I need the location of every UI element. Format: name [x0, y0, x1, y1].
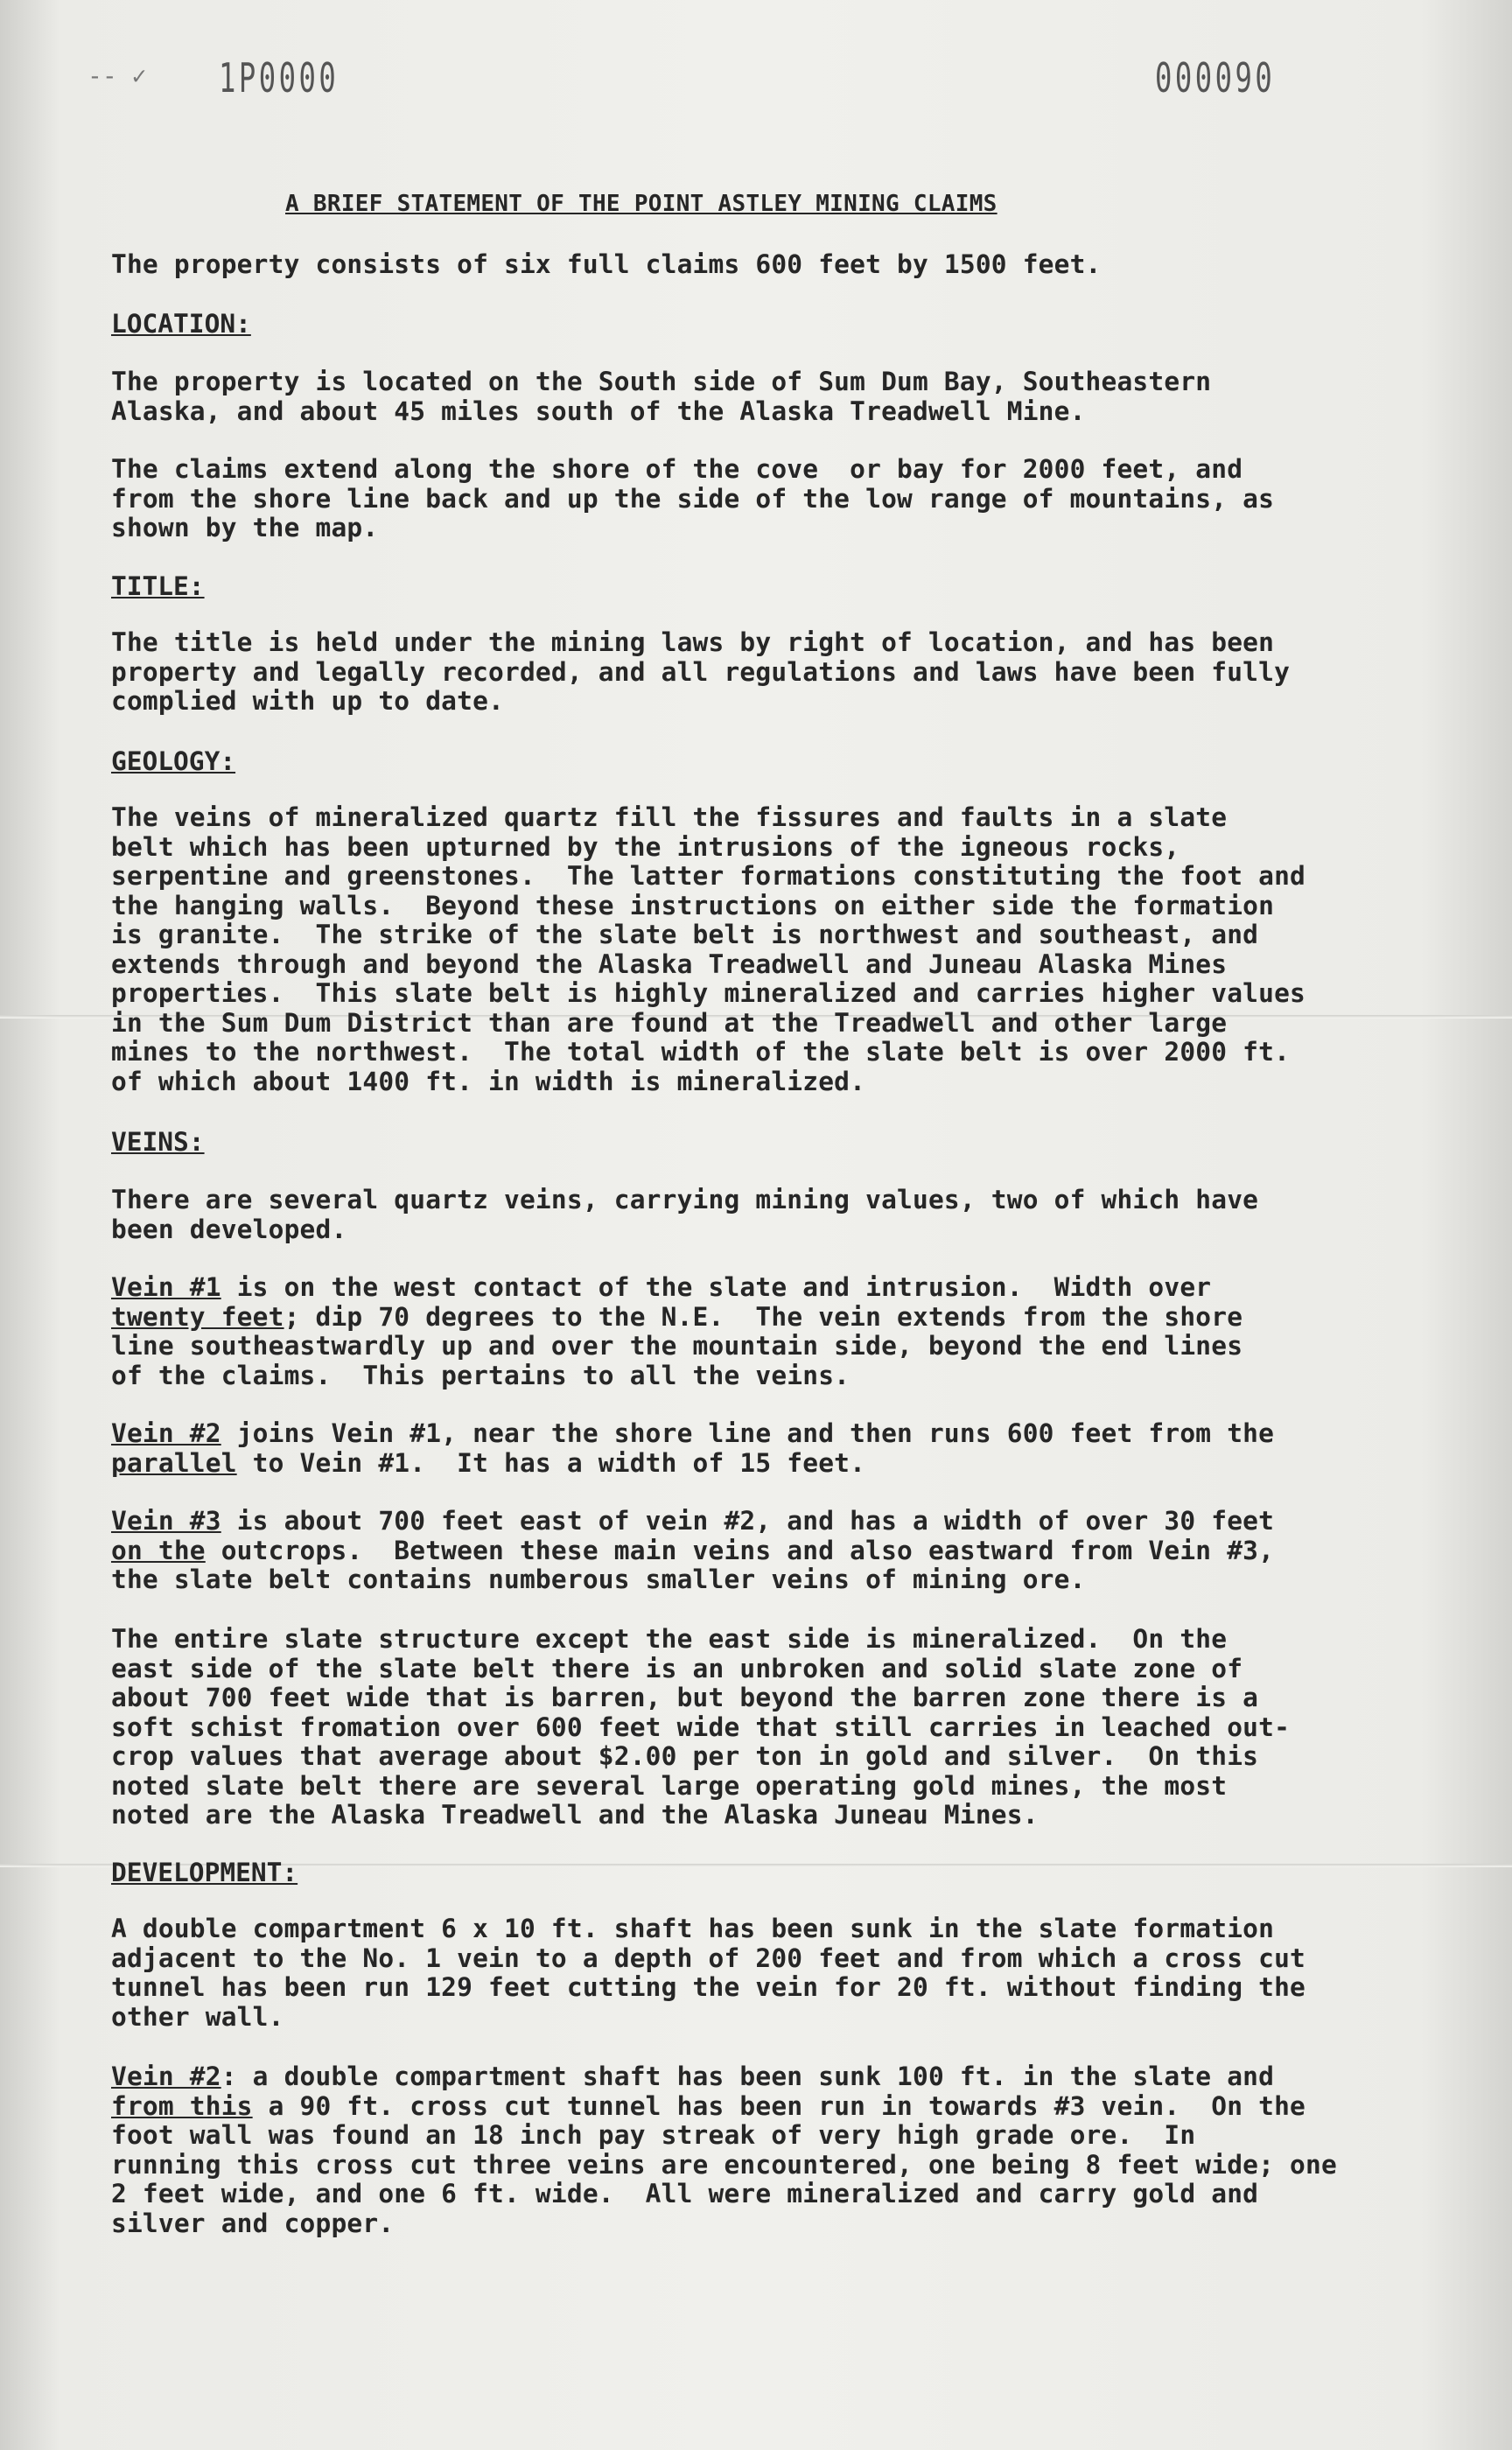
vein-3-text: is about 700 feet east of vein #2, and has a width of over 30 feet — [220, 1506, 1275, 1536]
geology-paragraph: The veins of mineralized quartz fill the fissures and faults in a slate belt which has been upturned by the intrusions of the igneous rocks, serpentine and greenstones. The latter formations constituting the foot and the hanging walls. Beyond these instructions on either side the formation is granite. The strike of the slate belt is northwest and southeast, and extends through and beyond the Alaska Treadwell and Juneau Alaska Mines properties. This slate belt is highly mineralized and carries higher values in the Sum Dum District than are found at the Treadwell and other large mines to the northwest. The total width of the slate belt is over 2000 ft. of which about 1400 ft. in width is mineralized. — [111, 802, 1306, 1096]
vein-1-underlined: twenty feet — [111, 1301, 284, 1332]
vein-1-paragraph — [111, 1273, 1459, 1390]
vein-2-paragraph — [111, 1419, 1459, 1478]
development-vein-2-text: : a double compartment shaft has been sunk 100 ft. in the slate and — [220, 2062, 1275, 2091]
development-vein-2-label: Vein #2 — [111, 2062, 221, 2091]
title-paragraph: The title is held under the mining laws by right of location, and has been property and legally recorded, and all regulations and laws have been fully complied with up to date. — [111, 627, 1291, 716]
vein-2-text-rest: to Vein #1. It has a width of 15 feet. — [236, 1447, 866, 1478]
development-heading: DEVELOPMENT: — [111, 1858, 298, 1887]
location-paragraph-1: The property is located on the South side of Sum Dum Bay, Southeastern Alaska, and about 45 miles south of the Alaska Treadwell Mine. — [111, 367, 1212, 426]
development-vein-2-underlined: from this — [111, 2090, 253, 2121]
veins-paragraph-5: The entire slate structure except the east side is mineralized. On the east side of the slate belt there is an unbroken and solid slate zone of about 700 feet wide that is barren, but beyond the barren zone there is a soft schist fromation over 600 feet wide that still carries in leached out- crop values that average about $2.00 per ton in gold and silver. On this noted slate belt there are several large operating gold mines, the most noted are the Alaska Treadwell and the Alaska Juneau Mines. — [111, 1624, 1291, 1830]
vein-3-paragraph — [111, 1507, 1459, 1595]
geology-heading: GEOLOGY: — [111, 746, 236, 776]
vein-2-label: Vein #2 — [111, 1418, 221, 1448]
vein-1-text: is on the west contact of the slate and intrusion. Width over — [220, 1272, 1212, 1302]
intro-paragraph: The property consists of six full claims 600 feet by 1500 feet. — [111, 249, 1102, 279]
location-paragraph-2: The claims extend along the shore of the cove or bay for 2000 feet, and from the shore line back and up the side of the low range of mountains, as shown by the map. — [111, 454, 1275, 542]
document-number-stamp-left: 1P0000 — [219, 54, 340, 102]
development-paragraph-1: A double compartment 6 x 10 ft. shaft has been sunk in the slate formation adjacent to the No. 1 vein to a depth of 200 feet and from which a cross cut tunnel has been run 129 feet cutting the vein for 20 ft. without finding the other wall. — [111, 1914, 1306, 2032]
development-vein-2-text-rest: a 90 ft. cross cut tunnel has been run in towards #3 vein. On the foot wall was found an 18 inch pay streak of very high grade ore. In running this cross cut three veins are encountered, one being 8 feet wide; one 2 feet wide, and one 6 ft. wide. All were mineralized and carry gold and silver and copper. — [111, 2090, 1337, 2238]
vein-1-text-rest: ; dip 70 degrees to the N.E. The vein extends from the shore line southeastwardly up and over the mountain side, beyond the end lines of the claims. This pertains to all the veins. — [111, 1301, 1243, 1390]
development-vein-2-paragraph — [111, 2062, 1459, 2238]
vein-3-underlined: on the — [111, 1535, 206, 1565]
veins-heading: VEINS: — [111, 1127, 205, 1157]
vein-3-text-rest: outcrops. Between these main veins and also eastward from Vein #3, the slate belt contains numberous smaller veins of mining ore. — [111, 1535, 1275, 1594]
pencil-mark: -- ✓ — [88, 61, 147, 90]
vein-2-underlined: parallel — [111, 1447, 237, 1478]
vein-2-text: joins Vein #1, near the shore line and then runs 600 feet from the — [220, 1418, 1275, 1448]
vein-1-label: Vein #1 — [111, 1272, 221, 1302]
document-title: A BRIEF STATEMENT OF THE POINT ASTLEY MINING CLAIMS — [285, 191, 998, 217]
title-heading: TITLE: — [111, 571, 205, 601]
vein-3-label: Vein #3 — [111, 1506, 221, 1536]
veins-paragraph-1: There are several quartz veins, carrying mining values, two of which have been developed. — [111, 1185, 1259, 1244]
location-heading: LOCATION: — [111, 309, 251, 339]
document-number-stamp-right: 000090 — [1155, 54, 1276, 102]
